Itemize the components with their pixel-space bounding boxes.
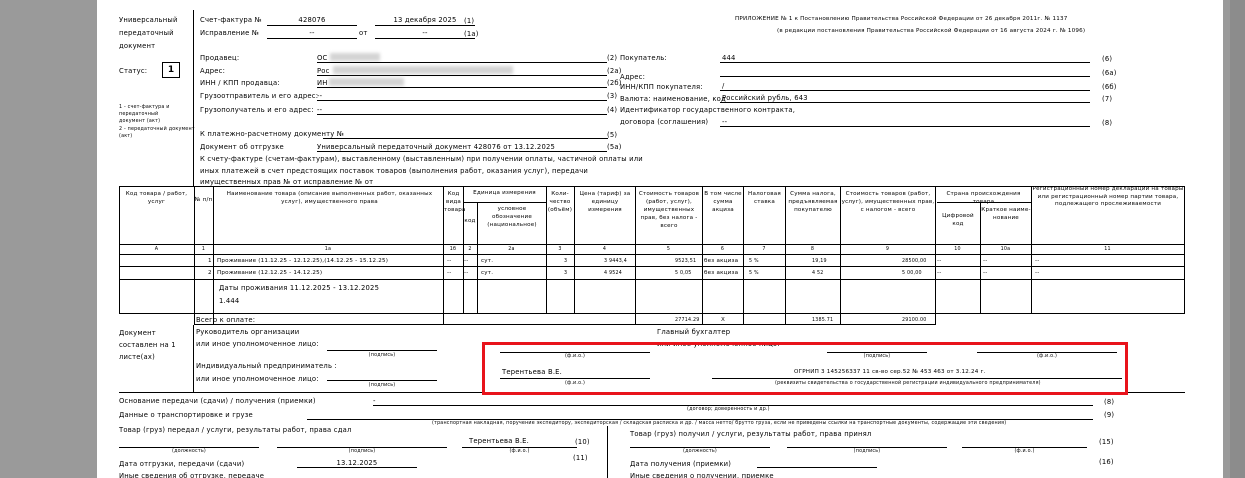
table-row-2-cost: 5 0,05 [675, 271, 692, 276]
table-row-2-c2: -- [983, 270, 988, 276]
upd-page [97, 0, 1223, 478]
th-name: Наименование товара (описание выполненных работ, оказанных услуг), имущественного права [226, 191, 433, 205]
basis-caption: (договор; доверенность и др.) [687, 407, 770, 412]
table-row-1-name: Проживание (11.12.25 - 12.12.25),(14.12.25 - 15.12.25) [217, 258, 389, 264]
viewer-scrollbar[interactable] [1230, 0, 1245, 478]
received-position-caption: (должность) [683, 449, 717, 454]
advance-text-1: К счету-фактуре (счетам-фактурам), выставленному (выставленным) при получении оплаты, частичной оплаты или [200, 155, 643, 163]
col-num-5: 5 [666, 247, 671, 252]
ip-name: Терентьева В.Е. [502, 368, 563, 376]
payment-doc-no: (5) [607, 131, 618, 139]
received-sign-caption: (подпись) [853, 449, 881, 454]
advance-text-2: иных платежей в счет предстоящих поставок товаров (выполнения работ, оказания услуг), передачи [200, 167, 589, 175]
transfer-middle-separator [607, 426, 608, 478]
goods-table-grid [97, 0, 1223, 330]
buyer-inn-no: (6б) [1102, 83, 1117, 91]
th-price: Цена (тариф) за единицу измерения [579, 191, 631, 213]
other-handed: Иные сведения об отгрузке, передаче [119, 472, 265, 478]
receive-date-no: (16) [1099, 458, 1114, 466]
status-note-2: передаточный [119, 112, 159, 117]
correction-from: от [359, 29, 368, 37]
table-row-2-qty: 3 [564, 271, 568, 276]
handed-name: Терентьева В.Е. [469, 437, 530, 445]
table-row-1-total: 28500,00 [902, 259, 927, 264]
seller-inn-value: ИН [317, 79, 328, 87]
table-row-2-rate: 5 % [749, 271, 759, 276]
table-row-1-excise: без акциза [704, 258, 739, 264]
gov-id-no: (8) [1102, 119, 1113, 127]
buyer-inn-value: / [722, 82, 725, 90]
th-country-code: Цифровой код [942, 213, 974, 227]
receive-date-label: Дата получения (приемки) [630, 460, 732, 468]
note-dates: Даты проживания 11.12.2025 - 13.12.2025 [219, 284, 380, 292]
note-value: 1.444 [219, 297, 240, 305]
th-country: Страна происхождения товара [946, 191, 1021, 205]
th-excise: В том числе сумма акциза [704, 191, 742, 213]
table-row-1-qty: 3 [564, 259, 568, 264]
shipment-doc-no: (5а) [607, 143, 622, 151]
th-kind: Код вида товара [444, 191, 466, 213]
th-tax-rate: Налоговая ставка [748, 191, 781, 205]
correction-date: -- [422, 29, 428, 37]
ip-name-line [500, 378, 650, 379]
seller-address-label: Адрес: [200, 67, 226, 75]
table-row-1-c1: -- [937, 258, 942, 264]
table-row-2-name: Проживание (12.12.25 - 14.12.25) [217, 270, 323, 276]
accountant-label-2: или иное уполномоченное лицо: [657, 340, 780, 348]
table-row-1-tax: 19,19 [812, 259, 827, 264]
table-row-1-c3: -- [1035, 258, 1040, 264]
table-row-2-kind: -- [447, 270, 452, 276]
invoice-label: Счет-фактура № [200, 16, 262, 24]
correction-label: Исправление № [200, 29, 260, 37]
handed-sign-caption: (подпись) [348, 449, 376, 454]
head-sign-line [327, 350, 437, 351]
doc-compiled-1: Документ [119, 329, 156, 337]
buyer-value: 444 [722, 54, 736, 62]
th-country-name: Краткое наиме-нование [981, 207, 1031, 221]
ip-label-2: или иное уполномоченное лицо: [196, 375, 319, 383]
table-row-1-rate: 5 % [749, 259, 759, 264]
advance-text-3: имущественных прав № от исправление № от [200, 178, 374, 186]
shipper-no: (3) [607, 92, 618, 100]
transport-caption: (транспортная накладная, поручение экспедитору, экспедиторская / складская расписка и др. / масса нетто/ брутто груза, если не приведены ссылки на транспортные документы, содержащие эти сведения) [432, 421, 1007, 426]
consignee-no: (4) [607, 106, 618, 114]
accountant-sign-caption: (подпись) [863, 354, 891, 359]
col-num-a: А [154, 247, 159, 252]
upd-title-line3: документ [119, 42, 156, 50]
doc-compiled-2: составлен на 1 [119, 341, 176, 349]
seller-no: (2) [607, 54, 618, 62]
accountant-name-caption: (ф.и.о.) [1036, 354, 1058, 359]
table-row-2-c1: -- [937, 270, 942, 276]
ship-date-value: 13.12.2025 [336, 459, 378, 467]
ogrnip-caption: (реквизиты свидетельства о государственной регистрации индивидуального предпринимателя) [775, 381, 1041, 386]
ip-sign-line [327, 380, 437, 381]
total-excise: Х [720, 317, 726, 323]
upd-title-line1: Универсальный [119, 16, 178, 24]
table-row-1-unit-code: -- [464, 258, 469, 264]
accountant-label: Главный бухгалтер [657, 328, 731, 336]
col-num-2: 2 [468, 247, 472, 252]
ship-date-no: (11) [573, 454, 588, 462]
handed-name-caption: (ф.и.о.) [509, 449, 530, 454]
shipper-label: Грузоотправитель и его адрес: [200, 92, 319, 100]
table-row-2-unit-code: -- [464, 270, 469, 276]
col-num-2a: 2а [508, 247, 515, 252]
table-row-1-cost: 9523,51 [675, 259, 697, 264]
th-unit: Единица измерения [473, 190, 536, 196]
correction-line-no: (1а) [464, 30, 479, 38]
status-box: 1 [162, 62, 180, 78]
received-name-caption: (ф.и.о.) [1014, 449, 1035, 454]
status-note-3: документ (акт) [119, 119, 161, 124]
table-row-2-excise: без акциза [704, 270, 739, 276]
currency-label: Валюта: наименование, код [620, 95, 726, 103]
received-no: (15) [1099, 438, 1114, 446]
table-row-1-c2: -- [983, 258, 988, 264]
table-row-2-c3: -- [1035, 270, 1040, 276]
col-num-1: 1 [201, 247, 206, 252]
ip-label: Индивидуальный предприниматель : [196, 362, 338, 370]
currency-value: Российский рубль, 643 [722, 94, 808, 102]
upd-title-line2: передаточный [119, 29, 174, 37]
buyer-address-label: Адрес: [620, 73, 646, 81]
currency-no: (7) [1102, 95, 1113, 103]
head-name-caption: (ф.и.о.) [564, 354, 586, 359]
status-note-1: 1 - счет-фактура и [119, 105, 170, 110]
consignee-value: -- [317, 106, 323, 114]
col-num-7: 7 [762, 247, 766, 252]
th-qty: Коли-чество (объём) [547, 191, 573, 213]
table-row-2-tax: 4 52 [812, 271, 824, 276]
sig-left-separator [193, 325, 194, 392]
status-note-4: 2 - передаточный документ [119, 127, 195, 132]
th-customs: Регистрационный номер декларации на товары или регистрационный номер партии товара, подлежащего прослеживаемости [1032, 186, 1184, 207]
table-row-1-price: 3 9443,4 [604, 259, 627, 264]
table-row-1-num: 1 [208, 258, 212, 264]
buyer-label: Покупатель: [620, 54, 667, 62]
seller-inn-no: (2б) [607, 79, 622, 87]
col-num-6: 6 [720, 247, 725, 252]
th-cost-with-tax: Стоимость товаров (работ, услуг), имущественных прав, с налогом - всего [841, 191, 935, 213]
table-row-2-price: 4 9524 [604, 271, 622, 276]
col-num-10: 10 [954, 247, 961, 252]
head-label: Руководитель организации [196, 328, 300, 336]
seller-label: Продавец: [200, 54, 240, 62]
invoice-number: 428076 [298, 16, 326, 24]
transport-label: Данные о транспортировке и грузе [119, 411, 253, 419]
doc-compiled-3: листе(ах) [119, 353, 155, 361]
th-tax-sum: Сумма налога, предъявляемая покупателю [788, 191, 838, 213]
seller-address-no: (2а) [607, 67, 622, 75]
invoice-date: 13 декабря 2025 [393, 16, 457, 24]
th-code: Код товара / работ, услуг [125, 191, 188, 205]
consignee-label: Грузополучатель и его адрес: [200, 106, 314, 114]
th-cost-no-tax: Стоимость товаров (работ, услуг), имущественных прав, без налога - всего [638, 191, 700, 229]
table-row-1-kind: -- [447, 258, 452, 264]
ip-name-caption: (ф.и.о.) [564, 381, 586, 386]
payment-doc-label: К платежно-расчетному документу № [200, 130, 345, 138]
status-label: Статус: [119, 67, 148, 75]
buyer-inn-label: ИНН/КПП покупателя: [620, 83, 703, 91]
total-tax: 1385.71 [812, 318, 834, 323]
th-unit-code: код [464, 218, 476, 224]
handed-no: (10) [575, 438, 590, 446]
col-num-9: 9 [885, 247, 890, 252]
total-with-tax: 29100.00 [902, 318, 927, 323]
appendix-line1: ПРИЛОЖЕНИЕ № 1 к Постановлению Правительства Российской Федерации от 26 декабря 2011г. № 1137 [735, 16, 1068, 22]
ip-sign-caption: (подпись) [368, 383, 396, 388]
head-label-2: или иное уполномоченное лицо: [196, 340, 319, 348]
ogrnip: ОГРНИП 3 145256337 11 св-во сер.52 № 453 463 от 3.12.24 г. [794, 369, 986, 375]
status-note-5: (акт) [119, 134, 133, 139]
buyer-no: (6) [1102, 55, 1113, 63]
basis-label: Основание передачи (сдачи) / получения (приемки) [119, 397, 316, 405]
head-sign-caption: (подпись) [368, 353, 396, 358]
col-num-11: 11 [1104, 247, 1111, 252]
appendix-line2: (в редакции постановления Правительства Российской Федерации от 16 августа 2024 г. № 1096) [777, 28, 1086, 34]
handed-label: Товар (груз) передал / услуги, результаты работ, права сдал [119, 426, 352, 434]
col-num-10a: 10а [1000, 247, 1011, 252]
shipment-doc-label: Документ об отгрузке [200, 143, 284, 151]
col-num-1a: 1а [324, 247, 332, 252]
col-num-8: 8 [810, 247, 815, 252]
basis-no: (8) [1104, 398, 1115, 406]
ogrnip-line [712, 378, 1122, 379]
correction-number: -- [309, 29, 315, 37]
table-row-2-total: 5 00,00 [902, 271, 922, 276]
buyer-address-no: (6а) [1102, 69, 1117, 77]
table-row-2-unit-name: сут. [481, 270, 494, 276]
th-unit-name: условное обозначение (национальное) [487, 206, 537, 228]
col-num-4: 4 [602, 247, 607, 252]
ship-date-line [297, 467, 417, 468]
gov-id-value: -- [722, 118, 728, 126]
gov-id-label: Идентификатор государственного контракта, [620, 106, 796, 114]
handed-position-caption: (должность) [172, 449, 206, 454]
basis-value: - [373, 397, 376, 405]
transfer-top-line [119, 392, 1185, 393]
seller-inn-label: ИНН / КПП продавца: [200, 79, 280, 87]
table-row-1-unit-name: сут. [481, 258, 494, 264]
table-row-2-num: 2 [208, 270, 212, 276]
shipment-doc-value: Универсальный передаточный документ 428076 от 13.12.2025 [317, 143, 556, 151]
transport-no: (9) [1104, 411, 1115, 419]
seller-address-value: Рос [317, 67, 330, 75]
col-num-1b: 1б [449, 247, 457, 252]
other-received: Иные сведения о получении, приемке [630, 472, 774, 478]
ship-date-label: Дата отгрузки, передачи (сдачи) [119, 460, 245, 468]
gov-id-label-2: договора (соглашения) [620, 118, 709, 126]
received-label: Товар (груз) получил / услуги, результаты работ, права принял [630, 430, 872, 438]
seller-value: ОС [317, 54, 328, 62]
receive-date-line [757, 467, 877, 468]
col-num-3: 3 [558, 247, 562, 252]
total-cost: 27714.29 [675, 318, 700, 323]
th-num: № п/п [194, 197, 213, 203]
shipper-value: -- [317, 92, 323, 100]
total-label: Всего к оплате: [196, 316, 256, 324]
invoice-line-no: (1) [464, 17, 475, 25]
